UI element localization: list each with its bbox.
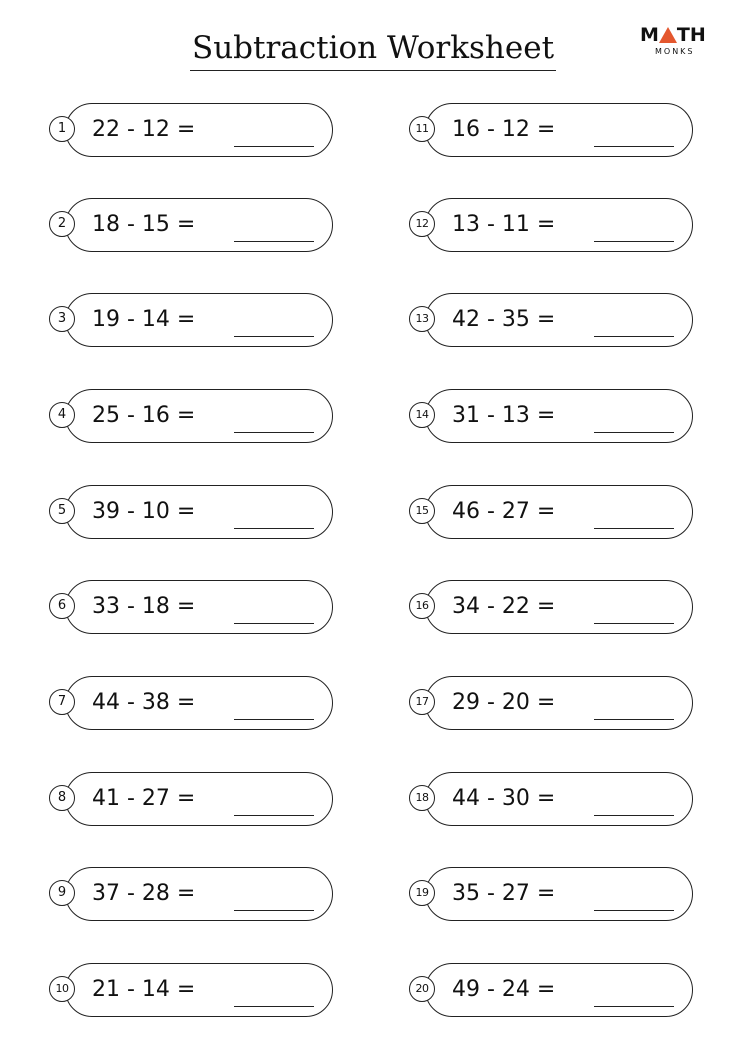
answer-blank[interactable] [234, 146, 314, 147]
problem-number: 13 [409, 306, 435, 332]
problem-expression: 37 - 28 = [92, 881, 196, 906]
problem-number: 5 [49, 498, 75, 524]
answer-blank[interactable] [594, 815, 674, 816]
answer-blank[interactable] [234, 719, 314, 720]
problem-number: 11 [409, 116, 435, 142]
problem-17 [409, 676, 699, 732]
answer-blank[interactable] [594, 336, 674, 337]
problem-number: 6 [49, 593, 75, 619]
problem-18 [409, 772, 699, 828]
problem-13 [409, 293, 699, 349]
page-title: Subtraction Worksheet [191, 30, 555, 66]
title-underline [190, 70, 556, 71]
problem-expression: 31 - 13 = [452, 403, 556, 428]
logo-subtext: MONKS [655, 47, 695, 56]
answer-blank[interactable] [234, 432, 314, 433]
problem-expression: 41 - 27 = [92, 786, 196, 811]
problem-expression: 35 - 27 = [452, 881, 556, 906]
answer-blank[interactable] [234, 815, 314, 816]
answer-blank[interactable] [594, 241, 674, 242]
problem-20 [409, 963, 699, 1019]
problem-number: 8 [49, 785, 75, 811]
math-monks-logo [640, 24, 716, 60]
problem-number: 1 [49, 116, 75, 142]
problem-expression: 42 - 35 = [452, 307, 556, 332]
problem-number: 12 [409, 211, 435, 237]
problem-number: 16 [409, 593, 435, 619]
problem-number: 3 [49, 306, 75, 332]
problem-number: 9 [49, 880, 75, 906]
problem-expression: 49 - 24 = [452, 977, 556, 1002]
answer-blank[interactable] [234, 1006, 314, 1007]
problem-8 [49, 772, 339, 828]
problem-expression: 34 - 22 = [452, 594, 556, 619]
answer-blank[interactable] [594, 432, 674, 433]
problem-expression: 21 - 14 = [92, 977, 196, 1002]
problem-number: 4 [49, 402, 75, 428]
answer-blank[interactable] [594, 1006, 674, 1007]
answer-blank[interactable] [594, 623, 674, 624]
problem-15 [409, 485, 699, 541]
problem-12 [409, 198, 699, 254]
problem-expression: 13 - 11 = [452, 212, 556, 237]
problem-4 [49, 389, 339, 445]
problem-3 [49, 293, 339, 349]
problem-10 [49, 963, 339, 1019]
problem-expression: 16 - 12 = [452, 117, 556, 142]
problem-11 [409, 103, 699, 159]
answer-blank[interactable] [234, 528, 314, 529]
problem-expression: 19 - 14 = [92, 307, 196, 332]
answer-blank[interactable] [594, 910, 674, 911]
problem-9 [49, 867, 339, 923]
problem-7 [49, 676, 339, 732]
problem-14 [409, 389, 699, 445]
problem-1 [49, 103, 339, 159]
answer-blank[interactable] [234, 241, 314, 242]
answer-blank[interactable] [594, 146, 674, 147]
answer-blank[interactable] [234, 910, 314, 911]
problem-6 [49, 580, 339, 636]
problem-19 [409, 867, 699, 923]
logo-text-left: M [640, 24, 659, 46]
problem-5 [49, 485, 339, 541]
logo-text-right: TH [676, 24, 706, 46]
problem-number: 7 [49, 689, 75, 715]
logo-wordmark [640, 24, 716, 46]
answer-blank[interactable] [594, 719, 674, 720]
problem-number: 2 [49, 211, 75, 237]
logo-triangle-icon [659, 27, 677, 43]
problem-2 [49, 198, 339, 254]
problem-expression: 44 - 30 = [452, 786, 556, 811]
problem-16 [409, 580, 699, 636]
problem-number: 17 [409, 689, 435, 715]
problem-number: 20 [409, 976, 435, 1002]
problem-number: 19 [409, 880, 435, 906]
problem-expression: 33 - 18 = [92, 594, 196, 619]
problem-expression: 44 - 38 = [92, 690, 196, 715]
problem-expression: 29 - 20 = [452, 690, 556, 715]
problem-number: 18 [409, 785, 435, 811]
answer-blank[interactable] [594, 528, 674, 529]
problem-number: 14 [409, 402, 435, 428]
problem-expression: 39 - 10 = [92, 499, 196, 524]
problem-expression: 25 - 16 = [92, 403, 196, 428]
problem-expression: 46 - 27 = [452, 499, 556, 524]
answer-blank[interactable] [234, 623, 314, 624]
problem-expression: 22 - 12 = [92, 117, 196, 142]
problem-expression: 18 - 15 = [92, 212, 196, 237]
problem-number: 10 [49, 976, 75, 1002]
problem-number: 15 [409, 498, 435, 524]
answer-blank[interactable] [234, 336, 314, 337]
